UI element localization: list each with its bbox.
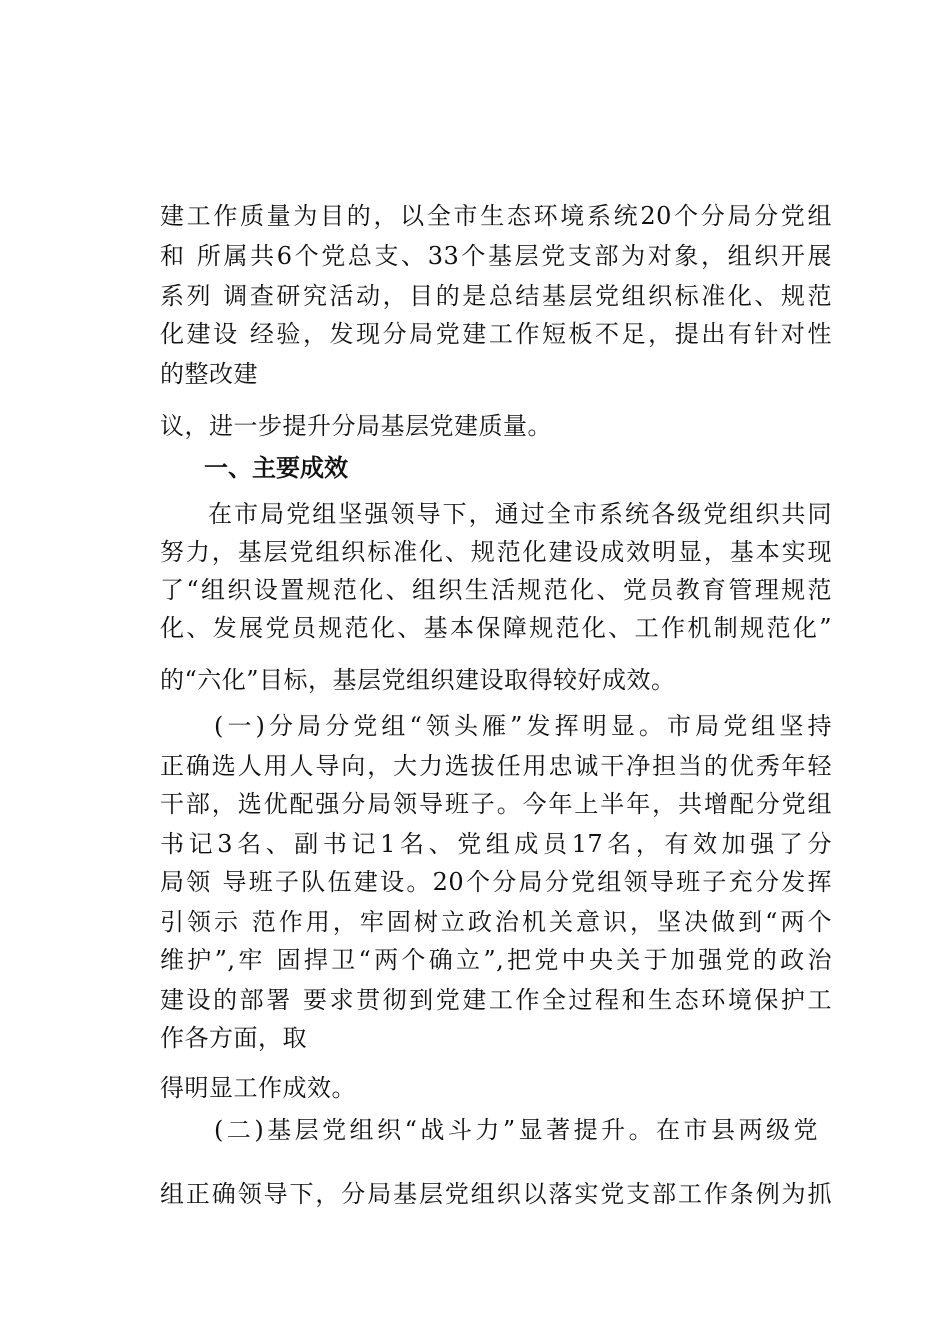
intro-line-3: 系列 调查研究活动，目的是总结基层党组织标准化、规范	[160, 282, 832, 310]
item1-line-8: 建设的部署 要求贯彻到党建工作全过程和生态环境保护工	[160, 986, 832, 1014]
item2-line-1: (二)基层党组织“战斗力”显著提升。在市县两级党	[214, 1116, 818, 1144]
section-heading: 一、主要成效	[204, 454, 348, 482]
achievements-line-1: 在市局党组坚强领导下，通过全市系统各级党组织共同	[208, 500, 832, 528]
intro-line-5: 的整改建	[160, 360, 258, 388]
item1-line-5: 局领 导班子队伍建设。20个分局分党组领导班子充分发挥	[160, 868, 832, 896]
item1-line-10: 得明显工作成效。	[160, 1074, 356, 1102]
item1-line-7: 维护”,牢 固捍卫“两个确立”,把党中央关于加强党的政治	[160, 946, 832, 974]
item1-line-2: 正确选人用人导向，大力选拔任用忠诚干净担当的优秀年轻	[160, 752, 832, 780]
achievements-line-4: 化、发展党员规范化、基本保障规范化、工作机制规范化”	[160, 614, 832, 642]
item1-line-1: (一)分局分党组“领头雁”发挥明显。市局党组坚持	[214, 712, 832, 740]
intro-line-2: 和 所属共6个党总支、33个基层党支部为对象，组织开展	[160, 242, 832, 270]
item2-line-2: 组正确领导下，分局基层党组织以落实党支部工作条例为抓	[160, 1180, 832, 1208]
intro-line-4: 化建设 经验，发现分局党建工作短板不足，提出有针对性	[160, 320, 832, 348]
achievements-line-5: 的“六化”目标，基层党组织建设取得较好成效。	[160, 666, 676, 694]
achievements-line-3: 了“组织设置规范化、组织生活规范化、党员教育管理规范	[160, 576, 832, 604]
item1-line-9: 作各方面，取	[160, 1024, 307, 1052]
item1-line-3: 干部，选优配强分局领导班子。今年上半年，共增配分党组	[160, 790, 832, 818]
achievements-line-2: 努力，基层党组织标准化、规范化建设成效明显，基本实现	[160, 538, 832, 566]
intro-line-1: 建工作质量为目的，以全市生态环境系统20个分局分党组	[160, 202, 832, 230]
item1-line-6: 引领示 范作用，牢固树立政治机关意识，坚决做到“两个	[160, 908, 832, 936]
item1-line-4: 书记3名、副书记1名、党组成员17名，有效加强了分	[160, 830, 832, 858]
intro-line-6: 议，进一步提升分局基层党建质量。	[160, 412, 552, 440]
